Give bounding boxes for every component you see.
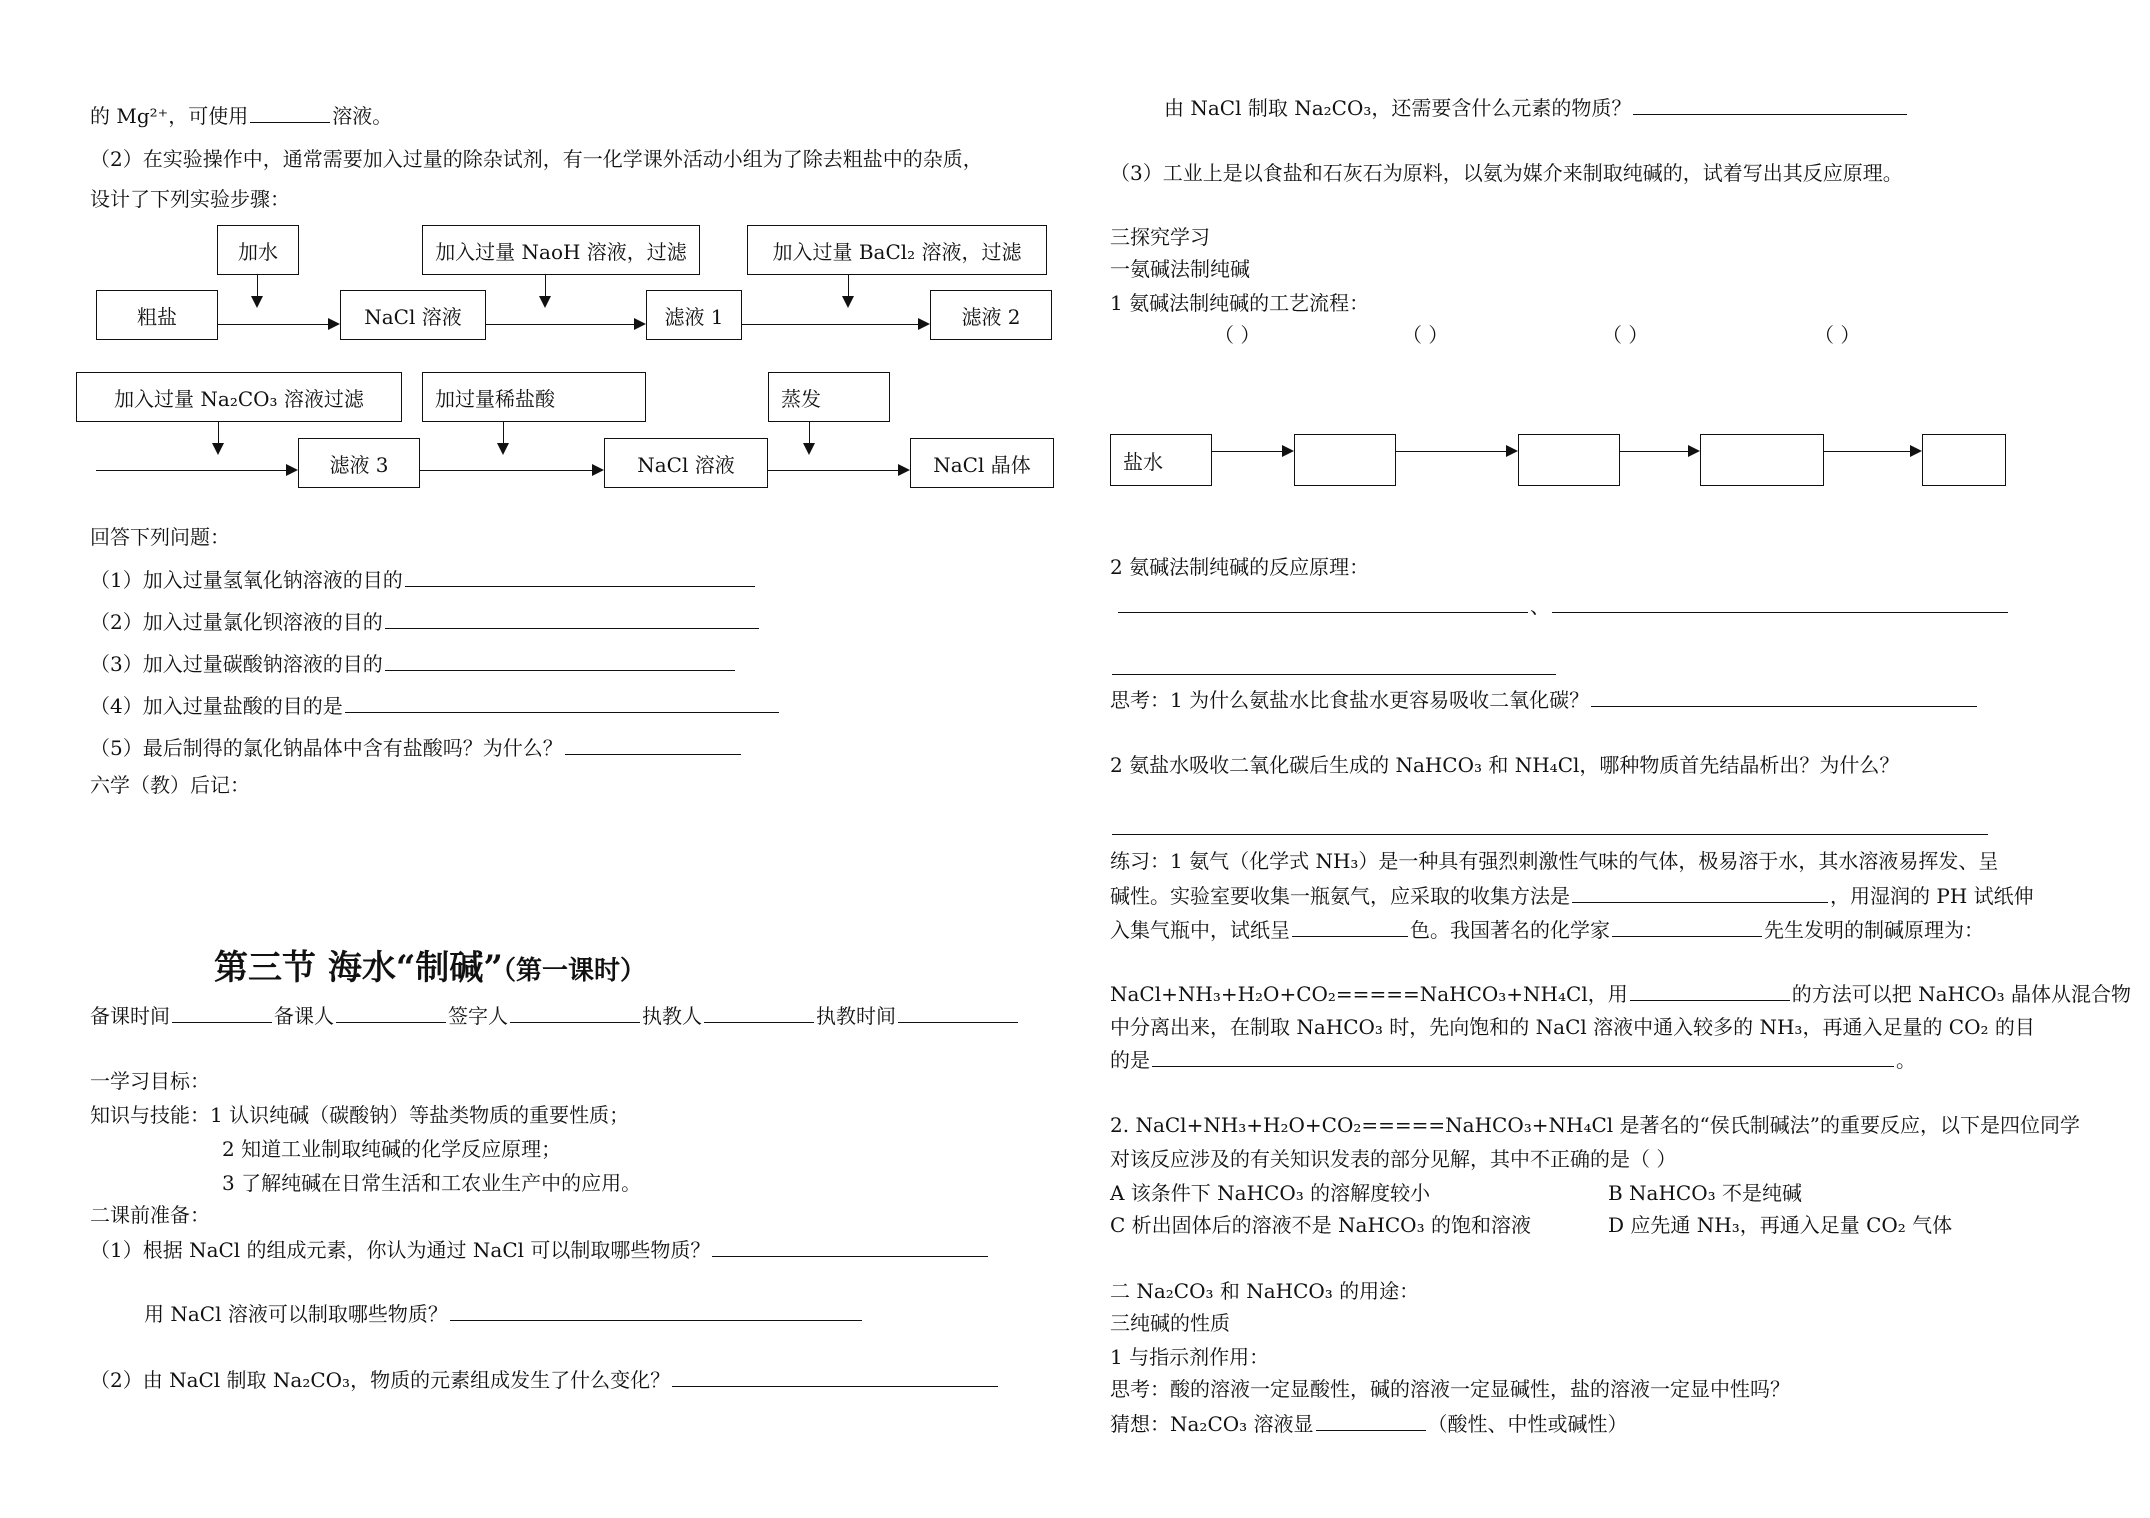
- arrow-head: [634, 318, 646, 330]
- arrow-line: [96, 470, 286, 471]
- ex1-line-2: 碱性。实验室要收集一瓶氨气，应采取的收集方法是 ，用湿润的 PH 试纸伸: [1110, 884, 2034, 908]
- props-header: 三纯碱的性质: [1110, 1311, 1230, 1335]
- blank[interactable]: [898, 1002, 1018, 1023]
- think-2: 2 氨盐水吸收二氧化碳后生成的 NaHCO₃ 和 NH₄Cl，哪种物质首先结晶析出？为什么？: [1110, 753, 1900, 777]
- flow-box-add-bacl2: 加入过量 BaCl₂ 溶液，过滤: [747, 225, 1047, 275]
- arrow-head: [539, 296, 551, 308]
- blank[interactable]: [385, 608, 759, 629]
- goals-header: 一学习目标：: [90, 1069, 210, 1093]
- flow-box-nacl-solution-2: NaCl 溶液: [604, 438, 768, 488]
- uses-header: 二 Na₂CO₃ 和 NaHCO₃ 的用途：: [1110, 1279, 1420, 1303]
- blank[interactable]: [1630, 980, 1790, 1001]
- text-line: 设计了下列实验步骤：: [90, 187, 290, 211]
- flow-box-crude-salt: 粗盐: [96, 290, 218, 340]
- flow-box-blank-2[interactable]: [1518, 434, 1620, 486]
- paren-3: （ ）: [1602, 323, 1649, 347]
- blank[interactable]: [1316, 1410, 1426, 1431]
- prep-1b: 用 NaCl 溶液可以制取哪些物质？: [144, 1300, 864, 1327]
- flow-box-blank-3[interactable]: [1700, 434, 1824, 486]
- option-b[interactable]: B NaHCO₃ 不是纯碱: [1608, 1181, 1802, 1205]
- blank[interactable]: [1591, 686, 1977, 707]
- think-3: 思考：酸的溶液一定显酸性，碱的溶液一定显碱性，盐的溶液一定显中性吗？: [1110, 1377, 1790, 1401]
- blank[interactable]: [1152, 1046, 1894, 1067]
- blank[interactable]: [565, 734, 741, 755]
- paren-2: （ ）: [1402, 323, 1449, 347]
- arrow-head: [898, 464, 910, 476]
- flow-box-filtrate1: 滤液 1: [646, 290, 742, 340]
- flow-box-add-naoh: 加入过量 NaoH 溶液，过滤: [422, 225, 700, 275]
- section-title: 第三节 海水“制碱”（第一课时）: [214, 948, 646, 988]
- prep-2: （2）由 NaCl 制取 Na₂CO₃，物质的元素组成发生了什么变化？: [90, 1366, 1000, 1393]
- option-d[interactable]: D 应先通 NH₃，再通入足量 CO₂ 气体: [1608, 1213, 1953, 1237]
- goal-2: 2 知道工业制取纯碱的化学反应原理；: [222, 1137, 562, 1161]
- arrow-head: [251, 296, 263, 308]
- principle-header: 2 氨碱法制纯碱的反应原理：: [1110, 555, 1370, 579]
- arrow-head: [592, 464, 604, 476]
- arrow-line: [1824, 451, 1910, 452]
- flow-box-nacl-solution: NaCl 溶液: [340, 290, 486, 340]
- question-3: （3）加入过量碳酸钠溶液的目的: [90, 650, 737, 677]
- principle-blank-line-2: [1110, 654, 1558, 681]
- arrow-line: [742, 324, 918, 325]
- question-4: （4）加入过量盐酸的目的是: [90, 692, 781, 719]
- arrow-head: [1506, 445, 1518, 457]
- ex2-line-1: 2. NaCl+NH₃+H₂O+CO₂=====NaHCO₃+NH₄Cl 是著名的“侯氏制碱法”的重要反应，以下是四位同学: [1110, 1113, 2080, 1137]
- principle-blank-line: 、: [1116, 592, 2010, 619]
- ex2-line-2: 对该反应涉及的有关知识发表的部分见解，其中不正确的是（ ）: [1110, 1147, 1677, 1171]
- arrow-head: [842, 296, 854, 308]
- paren-1: （ ）: [1214, 323, 1261, 347]
- flow-box-add-na2co3: 加入过量 Na₂CO₃ 溶液过滤: [76, 372, 402, 422]
- flow-box-nacl-crystal: NaCl 晶体: [910, 438, 1054, 488]
- blank[interactable]: [704, 1002, 814, 1023]
- think-1: 思考：1 为什么氨盐水比食盐水更容易吸收二氧化碳？: [1110, 686, 1979, 713]
- arrow-line: [1620, 451, 1688, 452]
- blank[interactable]: [1552, 592, 2008, 613]
- arrow-head: [286, 464, 298, 476]
- flow-box-add-hcl: 加过量稀盐酸: [422, 372, 646, 422]
- goal-3: 3 了解纯碱在日常生活和工农业生产中的应用。: [222, 1171, 642, 1195]
- arrow-line: [1396, 451, 1506, 452]
- guess: 猜想：Na₂CO₃ 溶液显 （酸性、中性或碱性）: [1110, 1412, 1628, 1436]
- text-line: 回答下列问题：: [90, 525, 230, 549]
- blank[interactable]: [345, 692, 779, 713]
- flow-box-filtrate2: 滤液 2: [930, 290, 1052, 340]
- blank[interactable]: [172, 1002, 272, 1023]
- arrow-head: [212, 443, 224, 455]
- blank[interactable]: [385, 650, 735, 671]
- arrow-head: [328, 318, 340, 330]
- prep-1: （1）根据 NaCl 的组成元素，你认为通过 NaCl 可以制取哪些物质？: [90, 1236, 990, 1263]
- blank[interactable]: [1633, 94, 1907, 115]
- question-5: （5）最后制得的氯化钠晶体中含有盐酸吗？为什么？: [90, 734, 743, 761]
- option-a[interactable]: A 该条件下 NaHCO₃ 的溶解度较小: [1110, 1181, 1431, 1205]
- arrow-line: [486, 324, 634, 325]
- text-line: 的 Mg²⁺，可使用 溶液。: [90, 104, 393, 128]
- blank[interactable]: [1612, 916, 1762, 937]
- blank[interactable]: [1572, 882, 1828, 903]
- ex1-line-6: 的是 。: [1110, 1048, 1916, 1072]
- meta-line: 备课时间 备课人 签字人 执教人 执教时间: [90, 1002, 1020, 1029]
- blank[interactable]: [1292, 916, 1408, 937]
- blank[interactable]: [1112, 814, 1988, 835]
- flow-box-blank-4[interactable]: [1922, 434, 2006, 486]
- flow-box-brine: 盐水: [1110, 434, 1212, 486]
- arrow-line: [768, 470, 898, 471]
- blank[interactable]: [1112, 654, 1556, 675]
- option-c[interactable]: C 析出固体后的溶液不是 NaHCO₃ 的饱和溶液: [1110, 1213, 1531, 1237]
- ex1-line-1: 练习：1 氨气（化学式 NH₃）是一种具有强烈刺激性气味的气体，极易溶于水，其水溶液易挥发、呈: [1110, 849, 1999, 873]
- flow-box-blank-1[interactable]: [1294, 434, 1396, 486]
- arrow-line: [218, 324, 328, 325]
- blank[interactable]: [672, 1366, 998, 1387]
- ex1-line-3: 入集气瓶中，试纸呈 色。我国著名的化学家 先生发明的制碱原理为：: [1110, 918, 1984, 942]
- ammonia-header: 一氨碱法制纯碱: [1110, 257, 1250, 281]
- process-header: 1 氨碱法制纯碱的工艺流程：: [1110, 291, 1370, 315]
- question-2: （2）加入过量氯化钡溶液的目的: [90, 608, 761, 635]
- blank[interactable]: [336, 1002, 446, 1023]
- blank[interactable]: [250, 102, 330, 123]
- blank[interactable]: [510, 1002, 640, 1023]
- arrow-line: [420, 470, 592, 471]
- blank[interactable]: [405, 566, 755, 587]
- arrow-head: [1282, 445, 1294, 457]
- flow-box-add-water: 加水: [217, 225, 299, 275]
- blank[interactable]: [1118, 592, 1528, 613]
- r-line-2: （3）工业上是以食盐和石灰石为原料，以氨为媒介来制取纯碱的，试着写出其反应原理。: [1110, 161, 1903, 185]
- arrow-line: [1212, 451, 1282, 452]
- afterword: 六学（教）后记：: [90, 773, 250, 797]
- goal-1: 知识与技能：1 认识纯碱（碳酸钠）等盐类物质的重要性质；: [90, 1103, 630, 1127]
- think-2-blank: [1110, 814, 1990, 841]
- flow-box-filtrate3: 滤液 3: [298, 438, 420, 488]
- explore-header: 三探究学习: [1110, 225, 1210, 249]
- ex1-line-4: NaCl+NH₃+H₂O+CO₂=====NaHCO₃+NH₄Cl，用 的方法可以把 NaHCO₃ 晶体从混合物: [1110, 982, 2132, 1006]
- arrow-head: [803, 443, 815, 455]
- prep-header: 二课前准备：: [90, 1203, 210, 1227]
- arrow-head: [497, 443, 509, 455]
- blank[interactable]: [450, 1300, 862, 1321]
- r-line-1: 由 NaCl 制取 Na₂CO₃，还需要含什么元素的物质？: [1164, 94, 1909, 121]
- ex1-line-5: 中分离出来，在制取 NaHCO₃ 时，先向饱和的 NaCl 溶液中通入较多的 NH₃，再通入足量的 CO₂ 的目: [1110, 1015, 2035, 1039]
- paren-4: （ ）: [1814, 323, 1861, 347]
- blank[interactable]: [712, 1236, 988, 1257]
- arrow-head: [1910, 445, 1922, 457]
- arrow-head: [1688, 445, 1700, 457]
- flow-box-evaporate: 蒸发: [768, 372, 890, 422]
- text-line: （2）在实验操作中，通常需要加入过量的除杂试剂，有一化学课外活动小组为了除去粗盐中的杂质，: [90, 147, 983, 171]
- question-1: （1）加入过量氢氧化钠溶液的目的: [90, 566, 757, 593]
- indicator-header: 1 与指示剂作用：: [1110, 1345, 1270, 1369]
- arrow-head: [918, 318, 930, 330]
